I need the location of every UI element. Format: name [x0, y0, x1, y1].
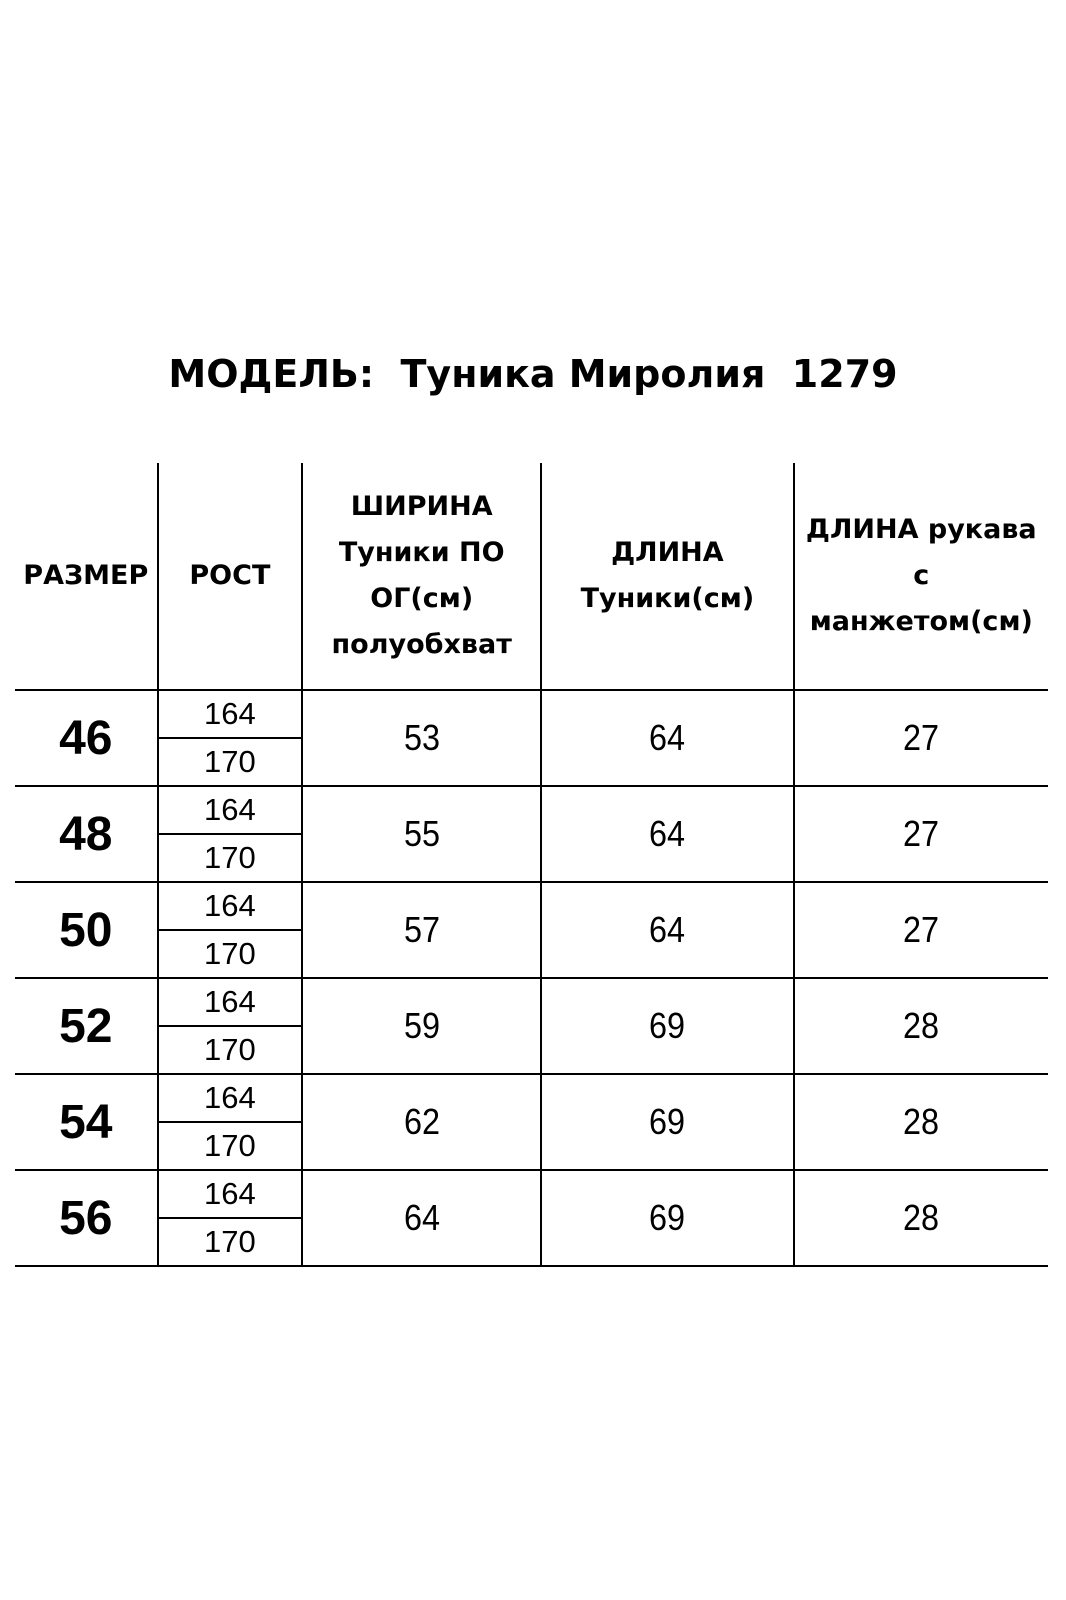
width-value: 59 — [403, 1005, 440, 1046]
table-row — [15, 690, 1048, 786]
sleeve-cell — [794, 882, 1048, 978]
sleeve-value: 27 — [903, 813, 940, 854]
sleeve-value: 27 — [903, 909, 940, 950]
size-cell: 50 — [15, 882, 158, 978]
length-cell — [541, 690, 793, 786]
length-cell — [541, 786, 793, 882]
length-value: 64 — [649, 813, 686, 854]
width-value: 53 — [403, 717, 440, 758]
length-cell — [541, 978, 793, 1074]
sleeve-cell — [794, 786, 1048, 882]
length-value: 69 — [649, 1005, 686, 1046]
table-row — [15, 882, 1048, 978]
size-cell: 52 — [15, 978, 158, 1074]
width-value: 57 — [403, 909, 440, 950]
height-value: 164 — [159, 883, 302, 931]
height-cell — [158, 1074, 303, 1170]
length-value: 69 — [649, 1197, 686, 1238]
size-cell: 46 — [15, 690, 158, 786]
length-cell — [541, 1170, 793, 1266]
sleeve-cell — [794, 1170, 1048, 1266]
height-value: 170 — [204, 840, 256, 875]
height-value: 164 — [159, 979, 302, 1027]
width-value: 64 — [403, 1197, 440, 1238]
sleeve-cell — [794, 978, 1048, 1074]
sleeve-value: 28 — [903, 1005, 940, 1046]
width-value: 62 — [403, 1101, 440, 1142]
height-value: 164 — [159, 691, 302, 739]
size-table — [15, 463, 1048, 1267]
height-value: 164 — [159, 1075, 302, 1123]
height-cell — [158, 786, 303, 882]
height-value: 170 — [204, 1224, 256, 1259]
sleeve-value: 28 — [903, 1101, 940, 1142]
sleeve-value: 28 — [903, 1197, 940, 1238]
width-value: 55 — [403, 813, 440, 854]
size-cell: 56 — [15, 1170, 158, 1266]
height-value: 170 — [204, 1032, 256, 1067]
page-title: МОДЕЛЬ: Туника Миролия 1279 — [168, 352, 898, 396]
width-cell — [302, 1074, 541, 1170]
length-cell — [541, 882, 793, 978]
header-sleeve: ДЛИНА рукава с манжетом(см) — [794, 463, 1048, 690]
table-header-row — [15, 463, 1048, 690]
height-cell — [158, 882, 303, 978]
size-cell: 54 — [15, 1074, 158, 1170]
height-value: 170 — [204, 744, 256, 779]
table-row — [15, 1170, 1048, 1266]
height-cell — [158, 1170, 303, 1266]
width-cell — [302, 1170, 541, 1266]
sleeve-cell — [794, 690, 1048, 786]
height-value: 170 — [204, 1128, 256, 1163]
table-row — [15, 786, 1048, 882]
width-cell — [302, 882, 541, 978]
sleeve-cell — [794, 1074, 1048, 1170]
header-height: РОСТ — [158, 463, 303, 690]
width-cell — [302, 786, 541, 882]
width-cell — [302, 978, 541, 1074]
header-size: РАЗМЕР — [15, 463, 158, 690]
header-length: ДЛИНА Туники(см) — [541, 463, 793, 690]
height-cell — [158, 978, 303, 1074]
sleeve-value: 27 — [903, 717, 940, 758]
length-cell — [541, 1074, 793, 1170]
height-value: 170 — [204, 936, 256, 971]
length-value: 64 — [649, 909, 686, 950]
table-row — [15, 978, 1048, 1074]
width-cell — [302, 690, 541, 786]
length-value: 69 — [649, 1101, 686, 1142]
height-value: 164 — [159, 787, 302, 835]
size-cell: 48 — [15, 786, 158, 882]
height-value: 164 — [159, 1171, 302, 1219]
height-cell — [158, 690, 303, 786]
header-width: ШИРИНА Туники ПО ОГ(см) полуобхват — [302, 463, 541, 690]
length-value: 64 — [649, 717, 686, 758]
table-row — [15, 1074, 1048, 1170]
